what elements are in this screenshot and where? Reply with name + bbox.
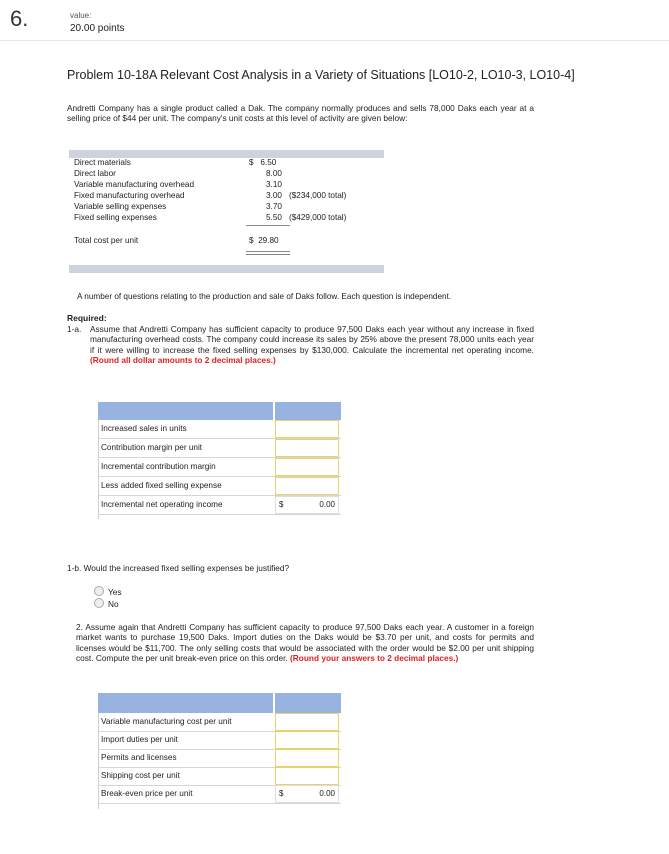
computed-amount: 0.00 [319,500,335,509]
cost-value: 3.00 [266,191,282,200]
cost-value: 8.00 [266,169,282,178]
cost-note: ($234,000 total) [289,191,347,200]
cost-value: $ 6.50 [249,158,277,167]
table-row [98,749,341,768]
option-label: No [108,599,119,609]
row-label: Variable manufacturing cost per unit [101,717,232,726]
dollar-sign: $ [279,789,284,798]
cost-label: Fixed manufacturing overhead [74,191,185,200]
cost-label: Direct labor [74,169,116,178]
cost-value: 3.70 [266,202,282,211]
table-row [98,731,341,750]
row-label: Incremental contribution margin [101,462,216,471]
q1a-question: Assume that Andretti Company has sufficient capacity to produce 97,500 Daks each year without any increase in fixed manufacturing overhead costs. The company could increase its sales by 25% above the present 78,000 units each year if it were willing to increase the fixed selling expenses by $130,000. Calculate the incremental net operating income. [90,324,534,355]
cost-note: ($429,000 total) [289,213,347,222]
row-label: Less added fixed selling expense [101,481,222,490]
table-row [98,458,341,477]
radio-button[interactable] [94,586,104,596]
row-label: Shipping cost per unit [101,771,180,780]
q2-answer-table [98,693,341,811]
q1a-answer-table [98,402,341,522]
table-row [98,767,341,786]
q2-question: 2. Assume again that Andretti Company has sufficient capacity to produce 97,500 Daks each year. A customer in a foreign market wants to purchase 19,500 Daks. Import duties on the Daks would be $3.70 per unit, and costs for permits and licenses would be $11,700. The only selling costs that would be associated with the order would be $2.00 per unit shipping cost. Compute the per unit break-even price on this order. [76,622,534,664]
points-value: 20.00 points [70,23,125,34]
total-cost-label: Total cost per unit [74,236,139,245]
header-divider [0,40,669,41]
row-label: Permits and licenses [101,753,177,762]
table-header [98,402,341,420]
table-row [98,439,341,458]
incremental-cm-input[interactable] [275,458,339,476]
total-double-underline [246,254,290,255]
table-row [98,477,341,496]
independent-note: A number of questions relating to the production and sale of Daks follow. Each question is independent. [77,292,452,301]
problem-title: Problem 10-18A Relevant Cost Analysis in a Variety of Situations [LO10-2, LO10-3, LO10-4] [67,68,575,82]
q1a-instruction: (Round all dollar amounts to 2 decimal places.) [90,355,276,366]
row-label: Break-even price per unit [101,789,193,798]
required-label: Required: [67,313,107,323]
cost-label: Direct materials [74,158,131,167]
table-row [98,785,341,804]
total-double-underline [246,251,290,252]
row-label: Incremental net operating income [101,500,223,509]
subtotal-underline [246,225,290,226]
shipping-cost-input[interactable] [275,767,339,785]
permits-licenses-input[interactable] [275,749,339,767]
computed-amount: 0.00 [319,789,335,798]
cost-label: Variable selling expenses [74,202,167,211]
table-row [98,420,341,439]
value-label: value: [70,11,92,20]
cost-label: Fixed selling expenses [74,213,157,222]
q1b-question: 1-b. Would the increased fixed selling expenses be justified? [67,563,290,573]
q1a-text [67,324,534,366]
cost-table-top-band [69,150,384,158]
question-number: 6. [10,6,29,31]
q2-text [67,622,534,664]
dollar-sign: $ [279,500,284,509]
increased-sales-input[interactable] [275,420,339,438]
row-label: Increased sales in units [101,424,187,433]
row-label: Contribution margin per unit [101,443,203,452]
q1a-prefix: 1-a. [67,324,82,334]
variable-mfg-cost-input[interactable] [275,713,339,731]
fixed-selling-expense-input[interactable] [275,477,339,495]
intro-paragraph: Andretti Company has a single product called a Dak. The company normally produces and sells 78,000 Daks each year at a selling price of $44 per unit. The company's unit costs at this level of activity are given below: [67,103,534,124]
cost-value: 5.50 [266,213,282,222]
table-row [98,496,341,515]
cost-table-bottom-band [69,265,384,273]
import-duties-input[interactable] [275,731,339,749]
contribution-margin-input[interactable] [275,439,339,457]
option-label: Yes [108,587,122,597]
row-label: Import duties per unit [101,735,178,744]
total-cost-value: $ 29.80 [249,236,279,245]
table-row [98,713,341,732]
radio-button[interactable] [94,598,104,608]
net-operating-income-output [275,496,339,514]
cost-value: 3.10 [266,180,282,189]
cost-label: Variable manufacturing overhead [74,180,195,189]
option-yes[interactable] [94,586,122,597]
q2-instruction: (Round your answers to 2 decimal places.) [290,653,459,664]
break-even-price-output [275,785,339,803]
option-no[interactable] [94,598,119,609]
table-header [98,693,341,713]
